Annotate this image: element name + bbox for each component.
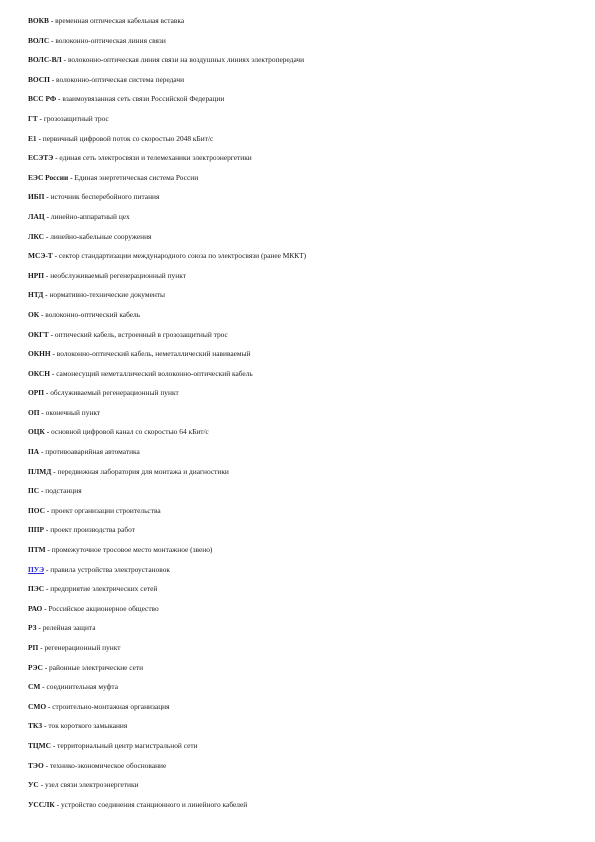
abbreviation-term: ОП [28,407,40,417]
term-separator: - [39,447,46,457]
term-separator: - [43,290,50,300]
abbreviation-term: ОКНН [28,349,51,359]
abbreviation-definition: линейно-кабельные сооружения [50,231,152,241]
abbreviation-definition: Российское акционерное общество [48,603,159,613]
abbreviation-definition: самонесущий неметаллический волоконно-оптический кабель [56,368,253,378]
abbreviation-definition: Единая энергетическая система России [74,172,199,182]
abbreviation-term: МСЭ-Т [28,251,53,261]
abbreviation-definition: ток короткого замыкания [48,721,128,731]
abbreviation-item [28,602,583,622]
term-separator: - [44,525,51,535]
term-separator: - [52,251,59,261]
abbreviation-term: ОРП [28,388,45,398]
term-separator: - [38,780,45,790]
abbreviation-definition: волоконно-оптический кабель, неметаллический навиваемый [56,349,251,359]
abbreviation-term: Е1 [28,133,37,143]
abbreviation-definition: обслуживаемый регенерационный пункт [50,388,179,398]
abbreviation-item [28,778,583,798]
abbreviation-item [28,798,583,818]
abbreviation-term-link[interactable]: ПУЭ [28,564,45,574]
abbreviation-item [28,700,583,720]
abbreviation-term: ПЛМД [28,466,52,476]
abbreviation-definition: районные электрические сети [49,662,144,672]
abbreviation-definition: оконечный пункт [45,407,101,417]
term-separator: - [68,172,75,182]
abbreviation-definition: проект производства работ [50,525,135,535]
term-separator: - [44,584,51,594]
term-separator: - [46,701,53,711]
abbreviation-term: ПОС [28,505,45,515]
abbreviation-definition: передвижная лаборатория для монтажа и диагностики [57,466,229,476]
term-separator: - [44,231,51,241]
term-separator: - [36,133,43,143]
abbreviation-item [28,328,583,348]
abbreviation-term: СМ [28,682,41,692]
abbreviation-term: РЗ [28,623,37,633]
abbreviation-item [28,308,583,328]
term-separator: - [49,74,57,84]
abbreviation-item [28,641,583,661]
abbreviation-term: ПА [28,447,40,457]
abbreviation-definition: основной цифровой канал со скоростью 64 кБит/с [51,427,209,437]
abbreviation-definition: волоконно-оптическая линия связи [55,35,166,45]
term-separator: - [44,505,52,515]
abbreviation-definition: взаимоувязанная сеть связи Российской Федерации [62,94,225,104]
abbreviation-term: ОКСН [28,368,51,378]
abbreviation-term: ПС [28,486,40,496]
abbreviation-definition: временная оптическая кабельная вставка [55,16,185,25]
abbreviation-term: ВОСП [28,74,50,84]
abbreviation-definition: промежуточное тросовое место монтажное (звено) [51,545,213,555]
term-separator: - [42,603,49,613]
abbreviation-term: ТЭО [28,760,44,770]
abbreviation-term: НРП [28,270,45,280]
abbreviation-item [28,230,583,250]
abbreviation-item [28,190,583,210]
abbreviation-item [28,112,583,132]
abbreviation-definition: единая сеть электросвязи и телемеханики электроэнергетики [59,153,252,163]
term-separator: - [51,466,58,476]
term-separator: - [42,721,49,731]
term-separator: - [36,623,43,633]
abbreviation-definition: строительно-монтажная организация [52,701,170,711]
abbreviation-item [28,719,583,739]
abbreviation-item [28,484,583,504]
abbreviation-definition: релейная защита [42,623,96,633]
term-separator: - [51,740,58,750]
abbreviation-definition: необслуживаемый регенерационный пункт [50,270,186,280]
abbreviation-definition: грозозащитный трос [43,113,109,123]
abbreviation-term: ОЦК [28,427,45,437]
abbreviation-definition: противоаварийная автоматика [45,447,140,457]
term-separator: - [39,309,46,319]
abbreviation-term: РП [28,643,39,652]
abbreviation-term: ЛАЦ [28,211,45,221]
abbreviation-term: ЛКС [28,231,45,241]
abbreviation-item [28,386,583,406]
abbreviation-item [28,425,583,445]
abbreviation-item [28,53,583,73]
abbreviation-definition: волоконно-оптический кабель [45,309,141,319]
term-separator: - [53,153,60,163]
abbreviation-item [28,543,583,563]
abbreviation-term: ВСС РФ [28,94,57,104]
abbreviation-term: ЕЭС России [28,172,69,182]
abbreviation-term: ТКЗ [28,721,43,731]
abbreviation-definition: волоконно-оптическая линия связи на воздушных линиях электропередачи [67,55,305,65]
abbreviation-item [28,367,583,387]
term-separator: - [44,211,51,221]
abbreviation-item [28,621,583,641]
abbreviation-item [28,406,583,426]
abbreviation-term: ОКГТ [28,329,49,339]
abbreviation-definition: первичный цифровой поток со скоростью 2048 кБит/с [42,133,214,143]
abbreviation-term: ППР [28,525,45,535]
abbreviation-definition: проект организации строительства [51,505,161,515]
abbreviation-item [28,34,583,54]
term-separator: - [61,55,68,65]
abbreviation-definition: технико-экономическое обоснование [49,760,167,770]
abbreviation-item [28,249,583,269]
term-separator: - [38,643,45,652]
abbreviation-item [28,151,583,171]
abbreviation-definition: подстанция [45,486,82,496]
abbreviation-item [28,14,583,34]
abbreviation-term: ВОЛС [28,35,50,45]
abbreviation-term: ТЦМС [28,740,51,750]
term-separator: - [39,407,46,417]
term-separator: - [39,486,46,496]
abbreviation-definition: устройство соединения станционного и линейного кабелей [60,799,248,809]
abbreviation-list [28,14,583,817]
abbreviation-term: РЭС [28,662,43,672]
abbreviation-definition: линейно-аппаратный цех [50,211,130,221]
term-separator: - [43,760,50,770]
abbreviation-item [28,73,583,93]
term-separator: - [56,94,63,104]
abbreviation-item [28,92,583,112]
abbreviation-item [28,563,583,583]
abbreviation-term: ОК [28,309,40,319]
abbreviation-definition: регенерационный пункт [44,643,121,652]
abbreviation-definition: узел связи электроэнергетики [44,780,139,790]
abbreviation-definition: нормативно-технические документы [49,290,166,300]
abbreviation-item [28,132,583,152]
abbreviation-item [28,582,583,602]
term-separator: - [44,192,51,202]
term-separator: - [44,427,52,437]
abbreviation-definition: волоконно-оптическая система передачи [56,74,185,84]
abbreviation-term: ИБП [28,192,45,202]
abbreviation-definition: предприятие электрических сетей [50,584,158,594]
abbreviation-term: СМО [28,701,47,711]
abbreviation-item [28,269,583,289]
term-separator: - [42,662,50,672]
term-separator: - [44,388,51,398]
abbreviation-item [28,504,583,524]
term-separator: - [45,545,52,555]
abbreviation-item [28,347,583,367]
term-separator: - [44,270,51,280]
abbreviation-definition: правила устройства электроустановок [50,564,171,574]
abbreviation-item [28,661,583,681]
abbreviation-term: ВОЛС-ВЛ [28,55,62,65]
abbreviation-term: НТД [28,290,44,300]
abbreviation-definition: источник бесперебойного питания [50,192,160,202]
abbreviation-definition: территориальный центр магистральной сети [57,740,198,750]
term-separator: - [49,35,56,45]
abbreviation-item [28,680,583,700]
abbreviation-item [28,171,583,191]
abbreviation-term: ПТМ [28,545,46,555]
abbreviation-item [28,739,583,759]
term-separator: - [54,799,61,809]
term-separator: - [50,349,57,359]
abbreviation-definition: сектор стандартизации международного союза по электросвязи (ранее МККТ) [58,251,307,261]
term-separator: - [50,368,57,378]
abbreviation-term: ВОКВ [28,16,49,25]
term-separator: - [40,682,47,692]
abbreviation-term: ПЭС [28,584,45,594]
abbreviation-item [28,445,583,465]
abbreviation-term: ГТ [28,113,38,123]
abbreviation-item [28,210,583,230]
abbreviation-definition: оптический кабель, встроенный в грозозащитный трос [54,329,228,339]
abbreviation-item [28,288,583,308]
abbreviation-term: РАО [28,603,43,613]
abbreviation-item [28,759,583,779]
abbreviation-term: ЕСЭТЭ [28,153,54,163]
abbreviation-item [28,465,583,485]
term-separator: - [37,113,44,123]
abbreviation-term: УС [28,780,39,790]
term-separator: - [44,564,51,574]
abbreviation-item [28,523,583,543]
abbreviation-definition: соединительная муфта [46,682,119,692]
term-separator: - [48,16,56,25]
abbreviation-term: УССЛК [28,799,55,809]
term-separator: - [48,329,55,339]
